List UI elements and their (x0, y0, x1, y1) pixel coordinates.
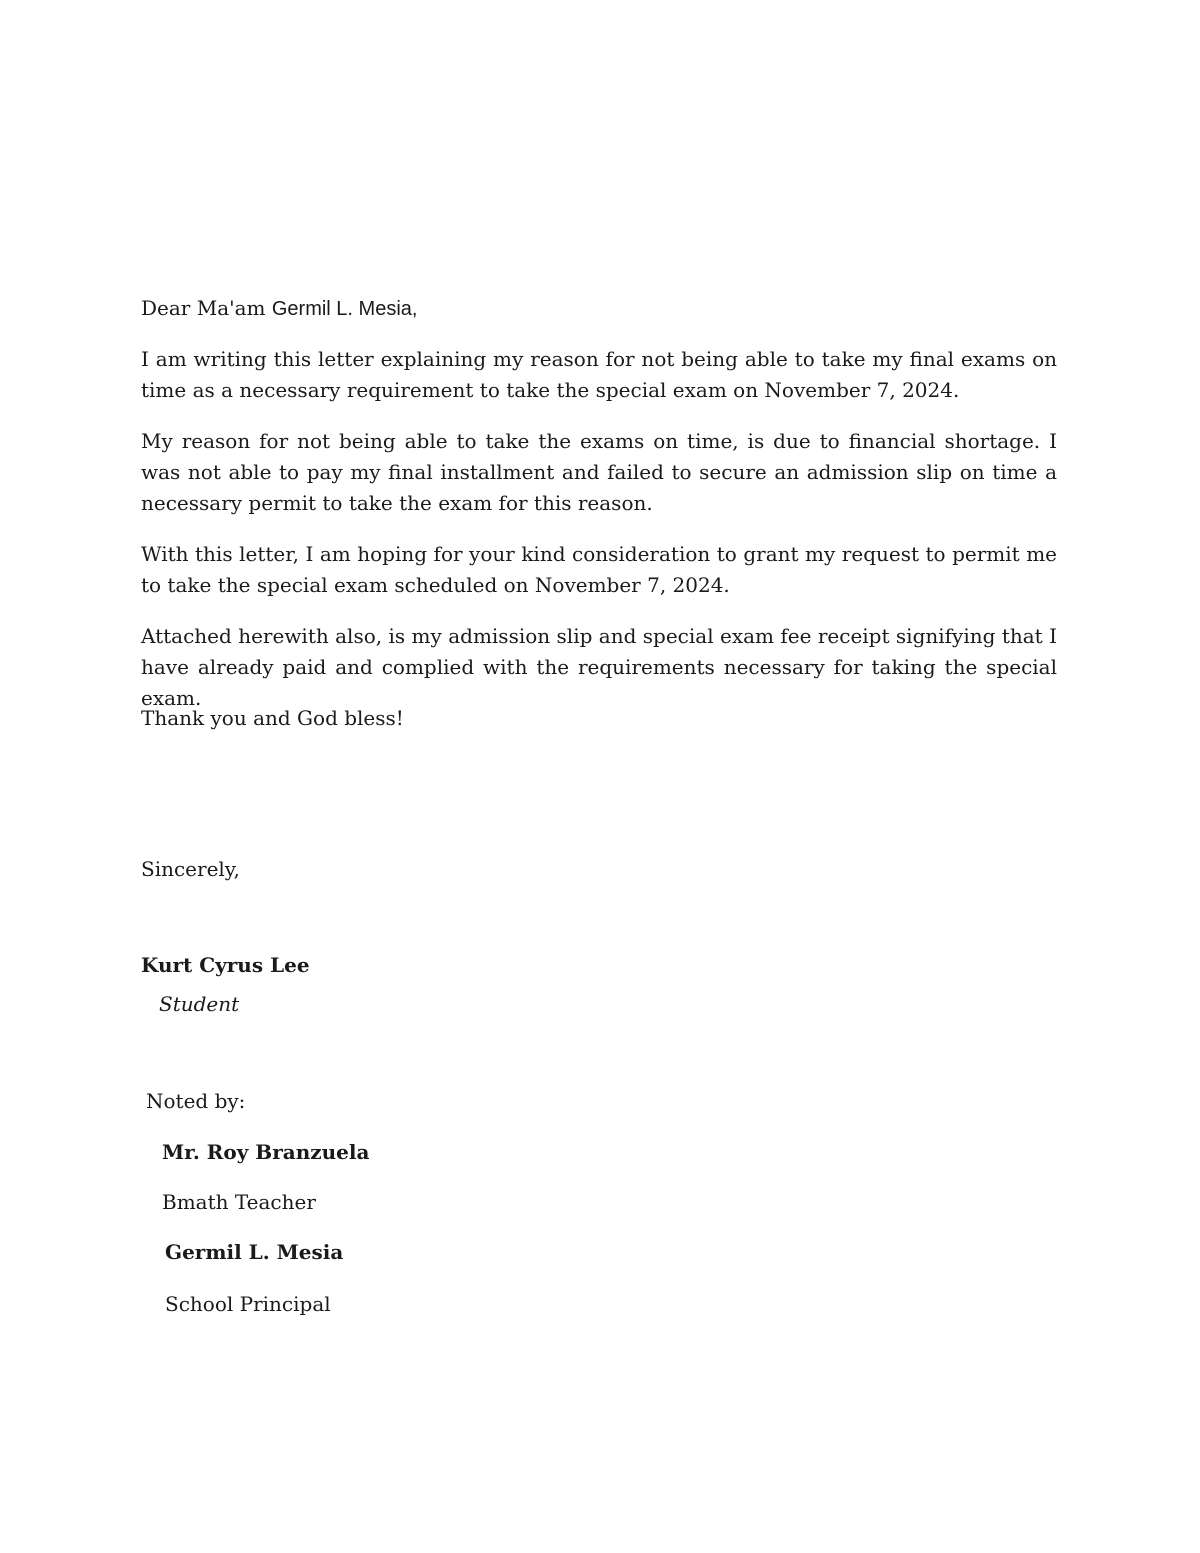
salutation (141, 293, 417, 325)
paragraph-reason: My reason for not being able to take the exams on time, is due to financial shortage. I was not able to pay my final installment and failed to secure an admission slip on time a necessary permit to take the exam for this reason. (141, 429, 1057, 515)
salutation-suffix: , (411, 298, 418, 320)
paragraph-attachment: Attached herewith also, is my admission slip and special exam fee receipt signifying that I have already paid and complied with the requirements necessary for taking the special exam. (141, 624, 1057, 710)
noter-title-teacher: Bmath Teacher (162, 1190, 316, 1214)
signer-name: Kurt Cyrus Lee (141, 953, 310, 977)
salutation-prefix: Dear Ma'am (141, 296, 272, 320)
noter-name-principal: Germil L. Mesia (165, 1240, 344, 1264)
signer-role: Student (159, 992, 240, 1016)
thanks-line: Thank you and God bless! (141, 706, 404, 730)
closing: Sincerely, (141, 857, 240, 881)
paragraph-request: With this letter, I am hoping for your kind consideration to grant my request to permit me to take the special exam scheduled on November 7, 2024. (141, 542, 1057, 597)
paragraph-purpose: I am writing this letter explaining my reason for not being able to take my final exams on time as a necessary requirement to take the special exam on November 7, 2024. (141, 347, 1057, 402)
noter-name-teacher: Mr. Roy Branzuela (162, 1140, 370, 1164)
noted-by-label: Noted by: (146, 1089, 246, 1113)
recipient-name: Germil L. Mesia (271, 298, 412, 320)
noter-title-principal: School Principal (165, 1292, 331, 1316)
